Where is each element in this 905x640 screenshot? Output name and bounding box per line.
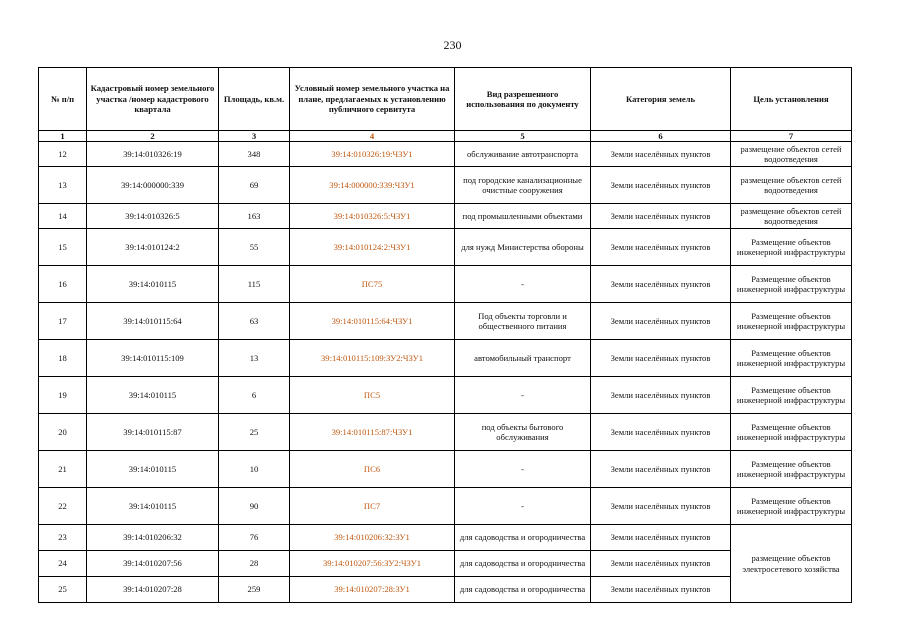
cell-number: 24 [39, 551, 87, 577]
header-cadastral: Кадастровый номер земельного участка /номер кадастрового квартала [87, 68, 219, 131]
col-index: 5 [455, 131, 591, 142]
cell-cadastral: 39:14:010115 [87, 377, 219, 414]
cell-conditional: 39:14:010115:87:ЧЗУ1 [290, 414, 455, 451]
cell-category: Земли населённых пунктов [591, 142, 731, 167]
table-row [39, 451, 852, 488]
cell-goal: размещение объектов сетей водоотведения [731, 142, 852, 167]
table-row [39, 488, 852, 525]
cell-area: 6 [219, 377, 290, 414]
col-index: 4 [290, 131, 455, 142]
cell-use: Под объекты торговли и общественного питания [455, 303, 591, 340]
cell-use: - [455, 451, 591, 488]
cell-number: 21 [39, 451, 87, 488]
cell-use: для нужд Министерства обороны [455, 229, 591, 266]
cell-goal: Размещение объектов инженерной инфраструктуры [731, 229, 852, 266]
cell-number: 14 [39, 204, 87, 229]
cell-goal: размещение объектов сетей водоотведения [731, 204, 852, 229]
cell-category: Земли населённых пунктов [591, 204, 731, 229]
cell-cadastral: 39:14:010115:109 [87, 340, 219, 377]
header-row [39, 68, 852, 131]
cell-area: 13 [219, 340, 290, 377]
cell-goal-merged: размещение объектов электросетевого хозяйства [731, 525, 852, 603]
cell-category: Земли населённых пунктов [591, 551, 731, 577]
col-index: 7 [731, 131, 852, 142]
cell-area: 55 [219, 229, 290, 266]
cell-use: автомобильный транспорт [455, 340, 591, 377]
cell-category: Земли населённых пунктов [591, 266, 731, 303]
cell-use: - [455, 377, 591, 414]
table-row [39, 377, 852, 414]
cell-number: 25 [39, 577, 87, 603]
cell-goal: Размещение объектов инженерной инфраструктуры [731, 303, 852, 340]
cell-category: Земли населённых пунктов [591, 414, 731, 451]
cell-use: для садоводства и огородничества [455, 525, 591, 551]
cell-area: 25 [219, 414, 290, 451]
header-area: Площадь, кв.м. [219, 68, 290, 131]
cell-cadastral: 39:14:010115:64 [87, 303, 219, 340]
column-index-row [39, 131, 852, 142]
cell-area: 259 [219, 577, 290, 603]
cell-number: 20 [39, 414, 87, 451]
cell-cadastral: 39:14:010207:28 [87, 577, 219, 603]
cell-number: 12 [39, 142, 87, 167]
cell-area: 76 [219, 525, 290, 551]
table-row [39, 414, 852, 451]
col-index: 6 [591, 131, 731, 142]
page-number: 230 [443, 38, 462, 52]
cell-number: 22 [39, 488, 87, 525]
cell-goal: Размещение объектов инженерной инфраструктуры [731, 377, 852, 414]
cell-category: Земли населённых пунктов [591, 525, 731, 551]
cell-number: 15 [39, 229, 87, 266]
servitude-table [38, 67, 852, 603]
header-conditional: Условный номер земельного участка на плане, предлагаемых к установлению публичного сервитута [290, 68, 455, 131]
table-row [39, 266, 852, 303]
cell-conditional: 39:14:010115:109:ЗУ2:ЧЗУ1 [290, 340, 455, 377]
cell-area: 69 [219, 167, 290, 204]
cell-conditional: 39:14:010115:64:ЧЗУ1 [290, 303, 455, 340]
col-index: 2 [87, 131, 219, 142]
cell-use: - [455, 488, 591, 525]
cell-goal: Размещение объектов инженерной инфраструктуры [731, 340, 852, 377]
cell-area: 28 [219, 551, 290, 577]
cell-goal: размещение объектов сетей водоотведения [731, 167, 852, 204]
cell-category: Земли населённых пунктов [591, 488, 731, 525]
col-index: 3 [219, 131, 290, 142]
cell-number: 16 [39, 266, 87, 303]
table-row [39, 204, 852, 229]
cell-category: Земли населённых пунктов [591, 303, 731, 340]
cell-number: 23 [39, 525, 87, 551]
col-index: 1 [39, 131, 87, 142]
cell-use: - [455, 266, 591, 303]
table-row [39, 142, 852, 167]
cell-goal: Размещение объектов инженерной инфраструктуры [731, 266, 852, 303]
cell-category: Земли населённых пунктов [591, 451, 731, 488]
table-row [39, 303, 852, 340]
cell-conditional: ПС7 [290, 488, 455, 525]
cell-use: для садоводства и огородничества [455, 577, 591, 603]
cell-number: 13 [39, 167, 87, 204]
header-category: Категория земель [591, 68, 731, 131]
header-use: Вид разрешенного использования по документу [455, 68, 591, 131]
cell-area: 90 [219, 488, 290, 525]
cell-cadastral: 39:14:010115 [87, 451, 219, 488]
cell-conditional: 39:14:010326:5:ЧЗУ1 [290, 204, 455, 229]
cell-conditional: ПС5 [290, 377, 455, 414]
cell-cadastral: 39:14:010115:87 [87, 414, 219, 451]
cell-cadastral: 39:14:010206:32 [87, 525, 219, 551]
cell-goal: Размещение объектов инженерной инфраструктуры [731, 414, 852, 451]
cell-area: 10 [219, 451, 290, 488]
cell-goal: Размещение объектов инженерной инфраструктуры [731, 451, 852, 488]
table-row [39, 340, 852, 377]
cell-use: под городские канализационные очистные сооружения [455, 167, 591, 204]
table-row [39, 577, 852, 603]
cell-goal: Размещение объектов инженерной инфраструктуры [731, 488, 852, 525]
cell-use: под промышленными объектами [455, 204, 591, 229]
header-goal: Цель установления [731, 68, 852, 131]
table-row [39, 229, 852, 266]
cell-category: Земли населённых пунктов [591, 229, 731, 266]
table-row [39, 551, 852, 577]
cell-conditional: 39:14:010124:2:ЧЗУ1 [290, 229, 455, 266]
table-row [39, 167, 852, 204]
cell-conditional: 39:14:010207:28:ЗУ1 [290, 577, 455, 603]
cell-area: 163 [219, 204, 290, 229]
cell-conditional: 39:14:010207:56:ЗУ2:ЧЗУ1 [290, 551, 455, 577]
cell-category: Земли населённых пунктов [591, 577, 731, 603]
cell-cadastral: 39:14:000000:339 [87, 167, 219, 204]
cell-conditional: ПС75 [290, 266, 455, 303]
cell-number: 17 [39, 303, 87, 340]
cell-cadastral: 39:14:010326:19 [87, 142, 219, 167]
cell-category: Земли населённых пунктов [591, 340, 731, 377]
cell-use: под объекты бытового обслуживания [455, 414, 591, 451]
cell-cadastral: 39:14:010207:56 [87, 551, 219, 577]
cell-number: 19 [39, 377, 87, 414]
cell-use: для садоводства и огородничества [455, 551, 591, 577]
cell-conditional: ПС6 [290, 451, 455, 488]
cell-cadastral: 39:14:010115 [87, 488, 219, 525]
cell-number: 18 [39, 340, 87, 377]
cell-area: 63 [219, 303, 290, 340]
table-row [39, 525, 852, 551]
cell-conditional: 39:14:000000:339:ЧЗУ1 [290, 167, 455, 204]
header-number: № п/п [39, 68, 87, 131]
cell-use: обслуживание автотранспорта [455, 142, 591, 167]
cell-conditional: 39:14:010206:32:ЗУ1 [290, 525, 455, 551]
cell-cadastral: 39:14:010115 [87, 266, 219, 303]
cell-category: Земли населённых пунктов [591, 167, 731, 204]
cell-conditional: 39:14:010326:19:ЧЗУ1 [290, 142, 455, 167]
cell-area: 348 [219, 142, 290, 167]
cell-category: Земли населённых пунктов [591, 377, 731, 414]
cell-cadastral: 39:14:010326:5 [87, 204, 219, 229]
cell-area: 115 [219, 266, 290, 303]
cell-cadastral: 39:14:010124:2 [87, 229, 219, 266]
